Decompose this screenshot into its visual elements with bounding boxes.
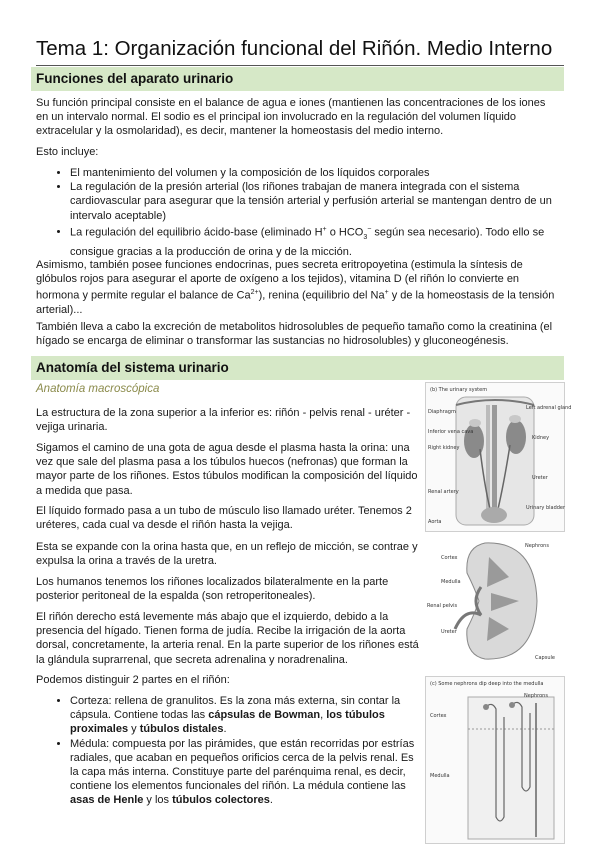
svg-text:Aorta: Aorta (428, 519, 442, 525)
paragraph: El riñón derecho está levemente más abajo que el izquierdo, debido a la presencia del hígado. Tienen forma de judía. Recibe la irrigación de la aorta dorsal, concretamente, la arteria renal. En la parte superior de los riñones está la glándula suprarrenal, que secreta adrenalina y noradrenalina. (36, 611, 419, 666)
list-item: • Corteza: rellena de granulitos. Es la zona más externa, sin contar la cápsula. Contiene todas las cápsulas de Bowman, los túbulos proximales y túbulos distales. (70, 694, 422, 737)
paragraph: Su función principal consiste en el balance de agua e iones (mantienen las concentraciones de los iones en un intervalo normal. El sodio es el principal ion involucrado en la regulación del volumen líquido extracelular y la osmolaridad), es decir, mantener la homeostasis del medio interno. (36, 97, 546, 138)
paragraph: Asimismo, también posee funciones endocrinas, pues secreta eritropoyetina (estimula la síntesis de glóbulos rojos para asegurar el aporte de oxígeno a los tejidos), vitamina D (el riñón lo convierte en hormona y permite regular el balance de $Ca^{2+}$), renina (equilibrio del Na+ y de la homeostasis de la tensión arterial)... (36, 259, 555, 317)
list-item: • Médula: compuesta por las pirámides, que están recorridas por estrías radiales, que acaban en pequeños orificios cerca de la pelvis renal. Es la capa más interna. Constituye parte del parénquima renal, es decir, contiene los elementos funcionales del riñón. La médula contiene las asas de Henle y los túbulos colectores. (70, 737, 422, 808)
kidney-section-figure (425, 537, 563, 665)
bullet-list (36, 694, 422, 808)
svg-text:Cortex: Cortex (430, 713, 447, 719)
svg-text:Ureter: Ureter (532, 475, 548, 481)
paragraph: Sigamos el camino de una gota de agua desde el plasma hasta la orina: una vez que sale del plasma pasa a los túbulos huecos (nefronas) que forman la mayor parte de los riñones. Estos túbulos modifican la composición del líquido a medida que pasa. (36, 442, 418, 497)
svg-text:Diaphragm: Diaphragm (428, 409, 456, 415)
svg-text:Right kidney: Right kidney (428, 445, 460, 451)
bullet-list (36, 166, 560, 259)
paragraph: Esto incluye: (36, 146, 99, 158)
svg-text:Nephrons: Nephrons (525, 543, 549, 549)
paragraph: Podemos distinguir 2 partes en el riñón: (36, 674, 230, 686)
nephron-figure (425, 676, 565, 844)
page-title: Tema 1: Organización funcional del Riñón. Medio Interno (36, 36, 564, 66)
svg-text:Renal artery: Renal artery (428, 489, 459, 495)
list-item: • La regulación de la presión arterial (los riñones trabajan de manera integrada con el sistema cardiovascular para asegurar que la tensión arterial y perfusión arterial se mantengan dentro de un intervalo aceptable) (70, 180, 560, 223)
svg-text:Cortex: Cortex (441, 555, 458, 561)
urinary-system-figure (425, 382, 572, 532)
svg-text:(b) The urinary system: (b) The urinary system (430, 387, 488, 393)
section-heading-anatomia: Anatomía del sistema urinario (31, 356, 564, 380)
svg-text:Renal pelvis: Renal pelvis (427, 603, 458, 609)
paragraph: La estructura de la zona superior a la inferior es: riñón - pelvis renal - uréter - vejiga urinaria. (36, 407, 411, 434)
svg-text:Urinary bladder: Urinary bladder (526, 505, 566, 511)
section-heading-funciones: Funciones del aparato urinario (31, 67, 564, 91)
svg-text:Left adrenal gland: Left adrenal gland (526, 405, 572, 411)
svg-text:Capsule: Capsule (535, 655, 555, 661)
svg-text:Nephrons: Nephrons (524, 693, 548, 699)
svg-text:Medulla: Medulla (430, 773, 450, 779)
paragraph: Los humanos tenemos los riñones localizados bilateralmente en la parte posterior peritoneal de la espalda (son retroperitoneales). (36, 576, 389, 603)
paragraph: También lleva a cabo la excreción de metabolitos hidrosolubles de pequeño tamaño como la creatinina (el hígado se encarga de eliminar o transformar las sustancias no hidrosolubles) y gluconeogénesis. (36, 321, 553, 348)
svg-text:Medulla: Medulla (441, 579, 461, 585)
svg-text:(c) Some nephrons dip deep int: (c) Some nephrons dip deep into the medulla (430, 681, 544, 687)
svg-text:Inferior vena cava: Inferior vena cava (428, 429, 474, 435)
svg-text:Ureter: Ureter (441, 629, 457, 635)
list-item: • El mantenimiento del volumen y la composición de los líquidos corporales (70, 166, 560, 180)
subheading: Anatomía macroscópica (36, 383, 160, 395)
list-item: • La regulación del equilibrio ácido-base (eliminado H+ o $HCO_3^-$ según sea necesario). Todo ello se consigue gracias a la producción de orina y de la micción. (70, 223, 560, 259)
svg-text:Kidney: Kidney (532, 435, 550, 441)
paragraph: El líquido formado pasa a un tubo de músculo liso llamado uréter. Tenemos 2 uréteres, cada cual va desde el riñón hasta la vejiga. (36, 505, 412, 532)
paragraph: Esta se expande con la orina hasta que, en un reflejo de micción, se contrae y expulsa la orina a través de la uretra. (36, 541, 418, 568)
